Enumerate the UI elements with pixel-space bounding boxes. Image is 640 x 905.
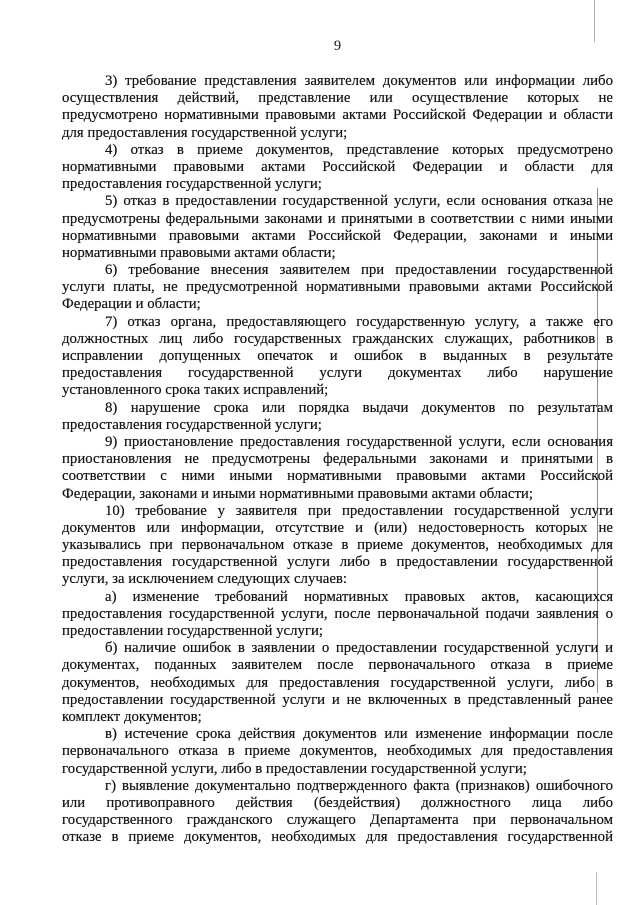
text-line: предоставления государственной услуги; — [62, 176, 322, 193]
text-line: комплект документов; — [62, 708, 202, 725]
text-line: услуги, за исключением следующих случаев: — [62, 571, 348, 588]
paragraph — [62, 73, 613, 142]
text-line: документов, необходимых для предоставления государственной услуги, либо в — [62, 674, 613, 691]
text-line: нормативными правовыми актами Российской Федерации, законами и иными — [62, 227, 613, 244]
text-line: для предоставления государственной услуги; — [62, 124, 348, 141]
paragraph — [62, 400, 613, 434]
text-line: государственного гражданского служащего Департамента при первоначальном — [62, 812, 613, 829]
text-line: отказе в приеме документов, необходимых для предоставления государственной — [62, 829, 613, 846]
text-line: 4) отказ в приеме документов, представление которых предусмотрено — [105, 141, 613, 158]
paragraph — [62, 640, 613, 726]
text-line: в) истечение срока действия документов или изменение информации после — [105, 726, 613, 743]
text-line: предоставления государственной услуги; — [62, 416, 322, 433]
page-number: 9 — [333, 38, 342, 54]
text-line: 5) отказ в предоставлении государственной услуги, если основания отказа не — [105, 193, 613, 210]
text-line: установленного срока таких исправлений; — [62, 382, 329, 399]
text-line: 7) отказ органа, предоставляющего государственную услугу, а также его — [105, 313, 613, 330]
paragraph — [62, 142, 613, 194]
text-line: осуществления действий, представление или осуществление которых не — [62, 90, 613, 107]
text-line: г) выявление документально подтвержденного факта (признаков) ошибочного — [105, 777, 613, 794]
text-line: первоначального отказа в приеме документов, необходимых для предоставления — [62, 743, 613, 760]
document-body — [62, 73, 613, 846]
paragraph — [62, 193, 613, 262]
text-line: 8) нарушение срока или порядка выдачи документов по результатам — [105, 399, 613, 416]
text-line: б) наличие ошибок в заявлении о предоставлении государственной услуги и — [105, 640, 613, 657]
text-line: документов или информации, отсутствие и (или) недостоверность которых не — [62, 519, 613, 536]
text-line: предоставления государственной услуги документах либо нарушение — [62, 365, 613, 382]
scan-edge-mark — [596, 872, 597, 905]
text-line: 6) требование внесения заявителем при предоставлении государственной — [105, 262, 613, 279]
text-line: предусмотрены федеральными законами и принятыми в соответствии с ними иными — [62, 210, 613, 227]
text-line: а) изменение требований нормативных правовых актов, касающихся — [105, 588, 613, 605]
text-line: соответствии с ними иными нормативными правовыми актами Российской — [62, 468, 613, 485]
text-line: указывались при первоначальном отказе в приеме документов, необходимых для — [62, 537, 613, 554]
text-line: 9) приостановление предоставления государственной услуги, если основания — [105, 433, 613, 450]
paragraph — [62, 434, 613, 503]
text-line: Федерации и области; — [62, 296, 201, 313]
paragraph — [62, 778, 613, 847]
paragraph — [62, 314, 613, 400]
text-line: 3) требование представления заявителем документов или информации либо — [105, 73, 613, 89]
text-line: 10) требование у заявителя при предоставлении государственной услуги — [105, 502, 613, 519]
text-line: предоставления государственной услуги либо в предоставлении государственной — [62, 554, 613, 571]
text-line: документах, поданных заявителем после первоначального отказа в приеме — [62, 657, 613, 674]
text-line: предоставлении государственной услуги и не включенных в представленный ранее — [62, 691, 613, 708]
text-line: услуги платы, не предусмотренной нормативными правовыми актами Российской — [62, 279, 613, 296]
paragraph — [62, 262, 613, 314]
text-line: Федерации, законами и иными нормативными правовыми актами области; — [62, 485, 533, 502]
scan-edge-mark — [594, 0, 595, 42]
paragraph — [62, 726, 613, 778]
text-line: или противоправного действия (бездействия) должностного лица либо — [62, 794, 613, 811]
text-line: нормативными правовыми актами области; — [62, 244, 336, 261]
text-line: государственной услуги, либо в предоставлении государственной услуги; — [62, 760, 527, 777]
paragraph — [62, 589, 613, 641]
paragraph — [62, 503, 613, 589]
text-line: предусмотрено нормативными правовыми актами Российской Федерации и области — [62, 107, 613, 124]
text-line: приостановления не предусмотрены федеральными законами и принятыми в — [62, 451, 613, 468]
text-line: нормативными правовыми актами Российской Федерации и области для — [62, 158, 613, 175]
text-line: исправлении допущенных опечаток и ошибок в выданных в результате — [62, 348, 613, 364]
text-line: предоставлении государственной услуги; — [62, 623, 323, 639]
text-line: должностных лиц либо государственных гражданских служащих, работников в — [62, 330, 613, 347]
text-line: предоставления государственной услуги, после первоначальной подачи заявления о — [62, 605, 613, 622]
